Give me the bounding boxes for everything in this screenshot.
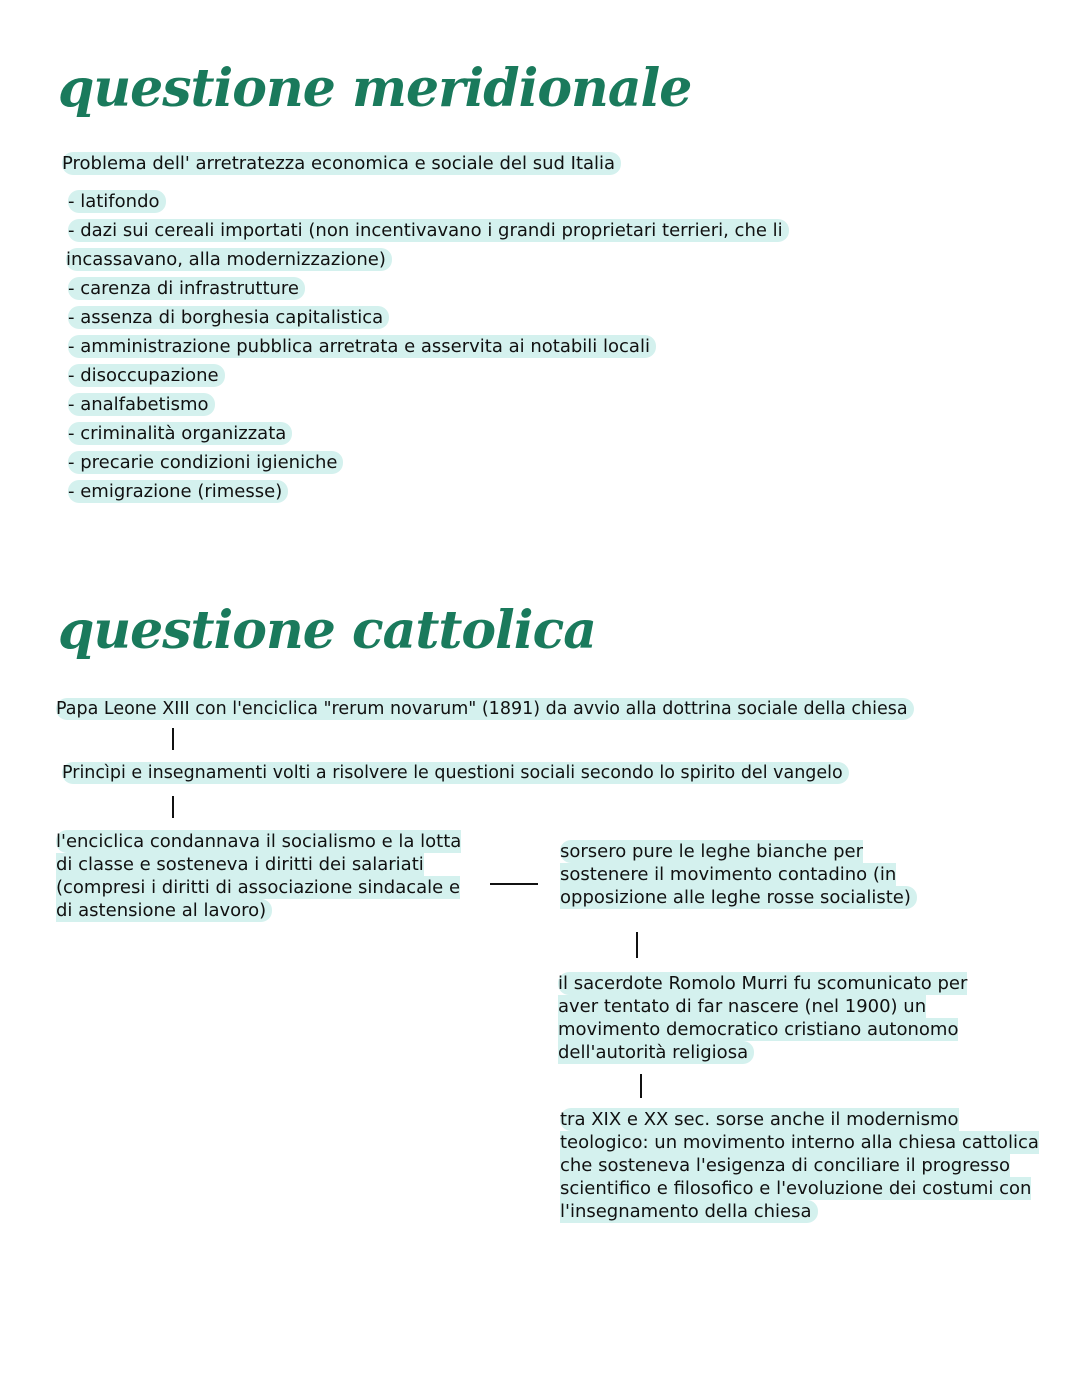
list-item: - amministrazione pubblica arretrata e asservita ai notabili locali bbox=[68, 333, 789, 362]
connector-line bbox=[640, 1074, 642, 1098]
list-item: incassavano, alla modernizzazione) bbox=[66, 246, 789, 275]
list-item: - latifondo bbox=[68, 188, 789, 217]
meridionale-list bbox=[68, 188, 789, 507]
list-item: - analfabetismo bbox=[68, 391, 789, 420]
papa-leone-text: Papa Leone XIII con l'enciclica "rerum novarum" (1891) da avvio alla dottrina sociale della chiesa bbox=[56, 698, 914, 720]
section-title-meridionale: questione meridionale bbox=[58, 58, 692, 119]
connector-line bbox=[172, 728, 174, 750]
meridionale-intro bbox=[62, 153, 621, 175]
papa-leone-line bbox=[56, 698, 914, 720]
enciclica-block: l'enciclica condannava il socialismo e la lotta di classe e sosteneva i diritti dei salariati (compresi i diritti di associazione sindacale e di astensione al lavoro) bbox=[56, 831, 462, 921]
intro-text: Problema dell' arretratezza economica e sociale del sud Italia bbox=[62, 152, 621, 175]
principi-line bbox=[62, 762, 849, 784]
list-item: - assenza di borghesia capitalistica bbox=[68, 304, 789, 333]
modernismo-block: tra XIX e XX sec. sorse anche il modernismo teologico: un movimento interno alla chiesa cattolica che sosteneva l'esigenza di conciliare il progresso scientifico e filosofico e l'evoluzione dei costumi con l'insegnamento della chiesa bbox=[560, 1109, 1039, 1222]
connector-line bbox=[490, 883, 538, 885]
list-item: - carenza di infrastrutture bbox=[68, 275, 789, 304]
list-item: - emigrazione (rimesse) bbox=[68, 478, 789, 507]
murri-block: il sacerdote Romolo Murri fu scomunicato per aver tentato di far nascere (nel 1900) un movimento democratico cristiano autonomo dell'autorità religiosa bbox=[558, 973, 968, 1063]
list-item: - criminalità organizzata bbox=[68, 420, 789, 449]
principi-text: Princìpi e insegnamenti volti a risolvere le questioni sociali secondo lo spirito del vangelo bbox=[62, 762, 849, 784]
section-title-cattolica: questione cattolica bbox=[58, 600, 596, 661]
connector-line bbox=[636, 932, 638, 958]
connector-line bbox=[172, 796, 174, 818]
list-item: - dazi sui cereali importati (non incentivavano i grandi proprietari terrieri, che li bbox=[68, 217, 789, 246]
leghe-block: sorsero pure le leghe bianche per sostenere il movimento contadino (in opposizione alle leghe rosse socialiste) bbox=[560, 840, 950, 909]
list-item: - precarie condizioni igieniche bbox=[68, 449, 789, 478]
list-item: - disoccupazione bbox=[68, 362, 789, 391]
